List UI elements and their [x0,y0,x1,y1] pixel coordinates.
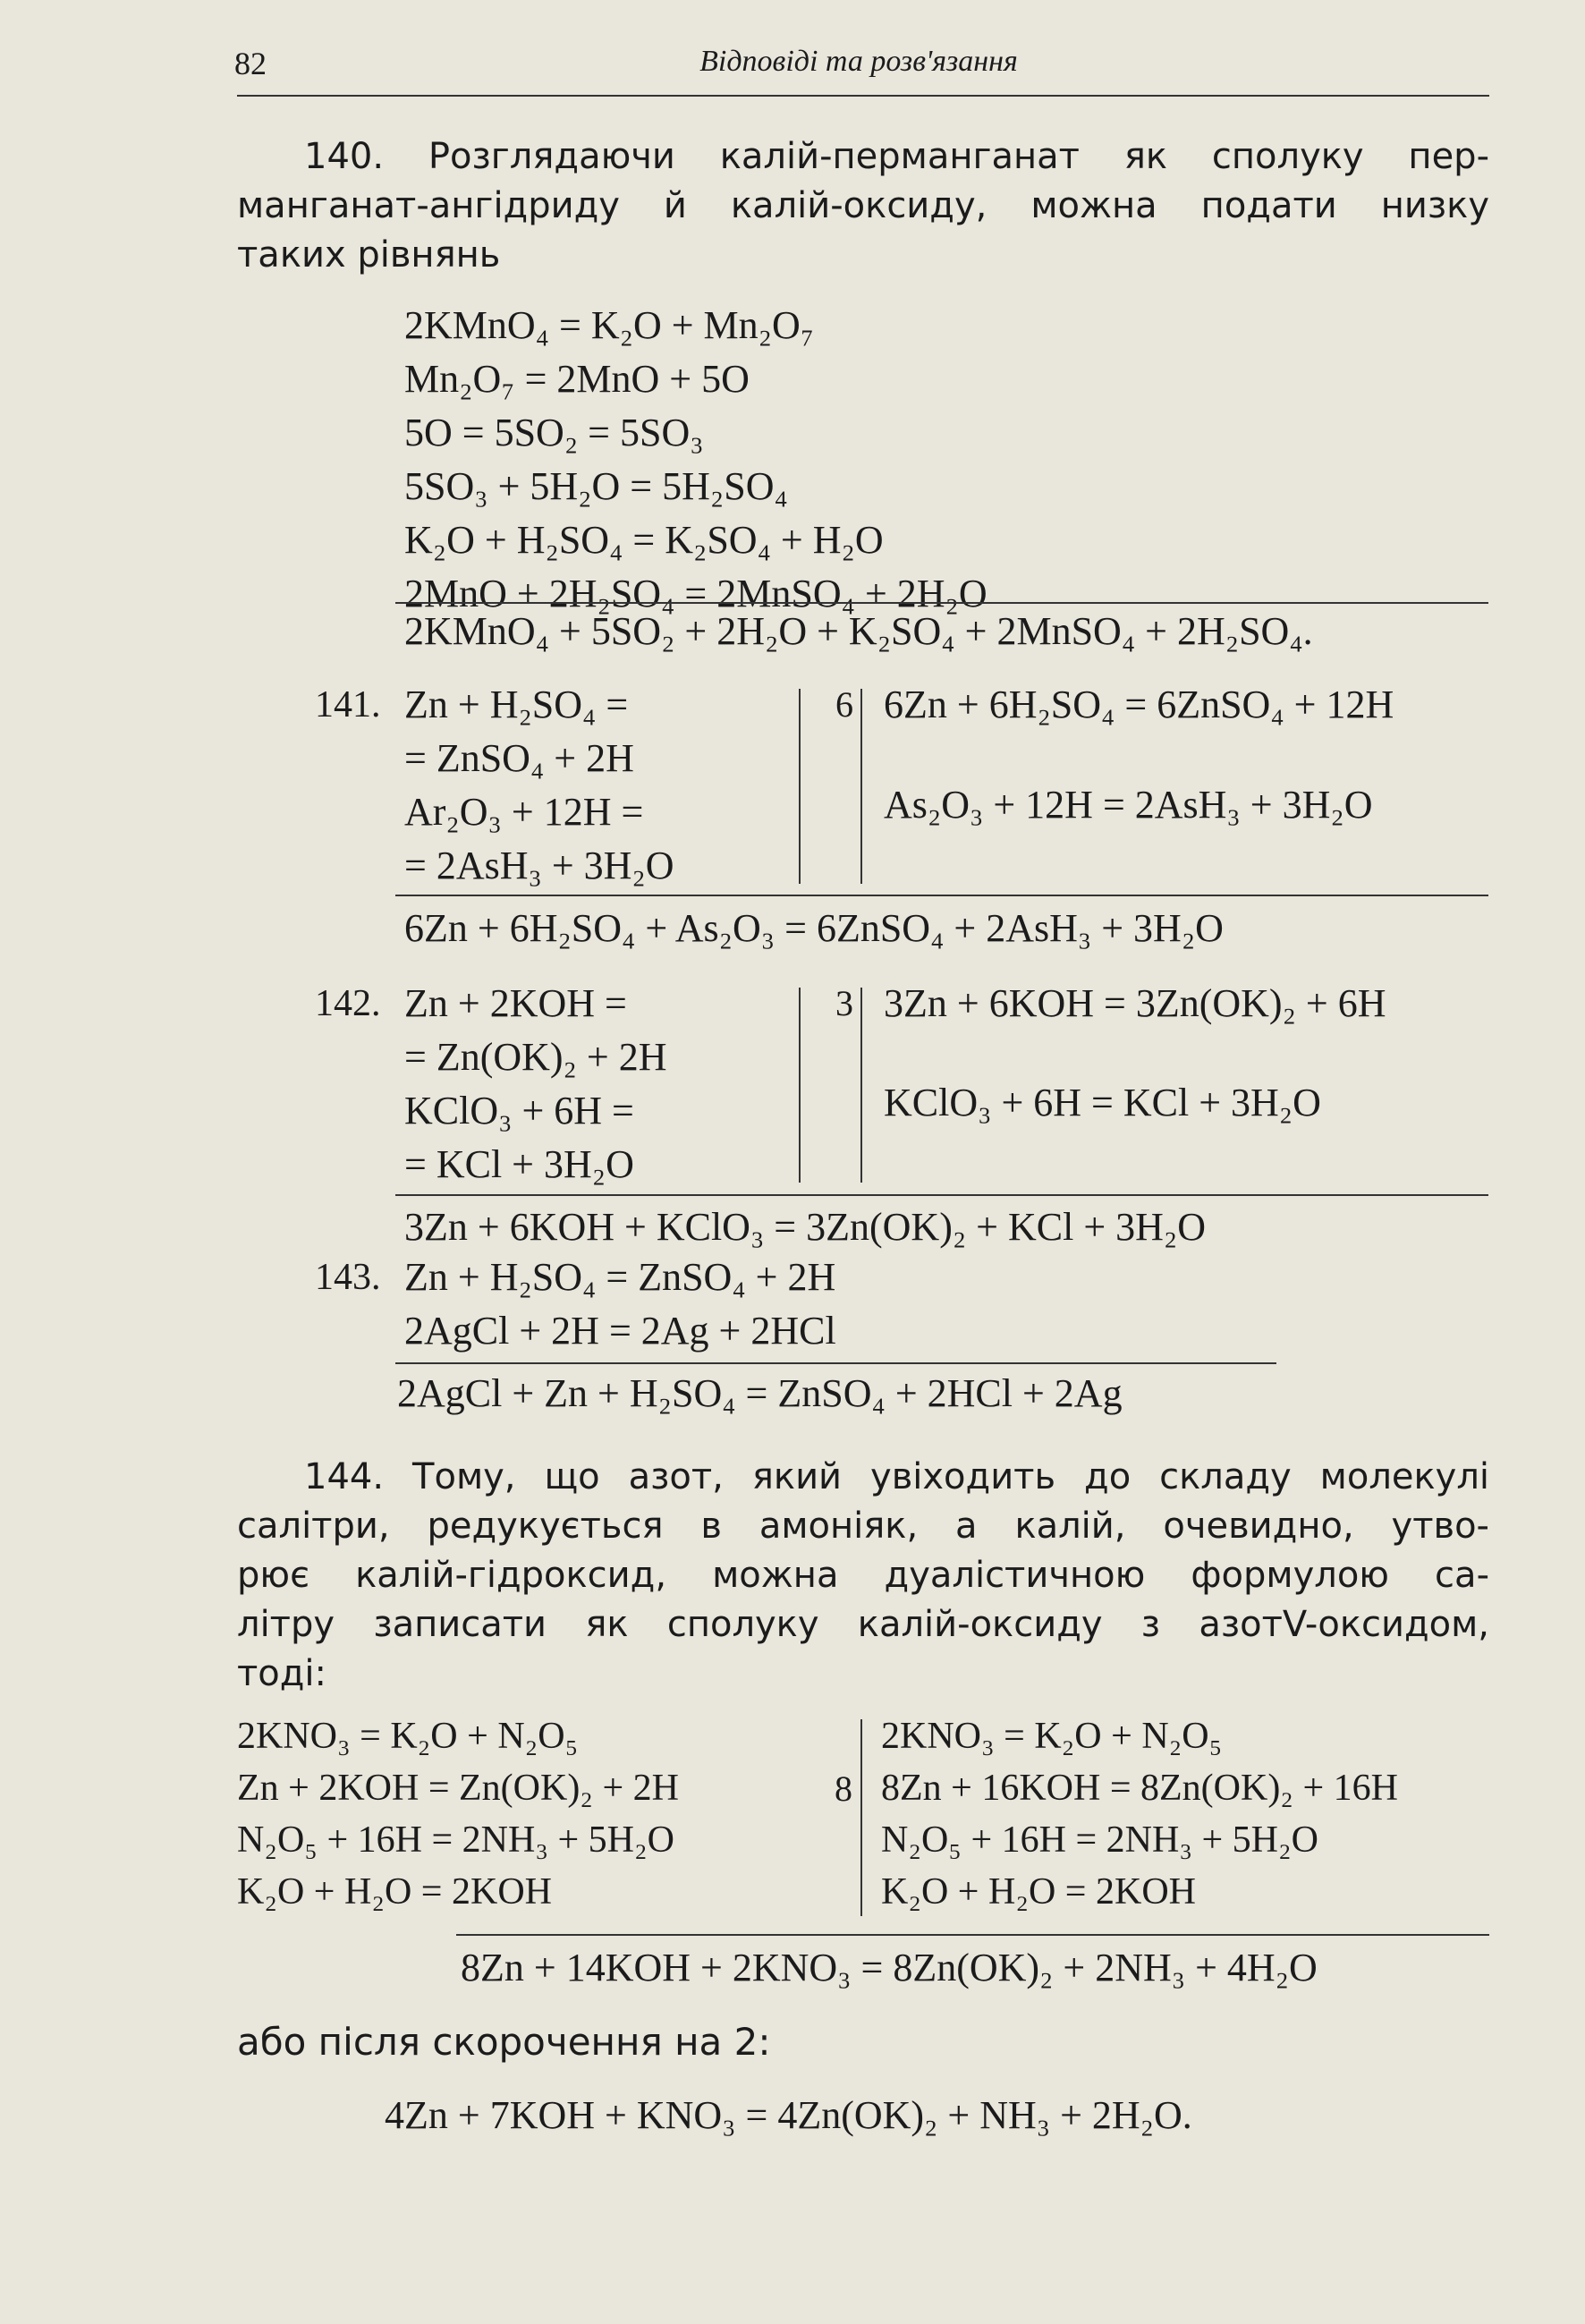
equation: K₂O + H₂O = 2KOH [237,1871,552,1913]
equation: = 2AsH₃ + 3H₂O [404,844,674,887]
equation: 2AgCl + 2H = 2Ag + 2HCl [404,1309,836,1353]
text-line: 144. Тому, що азот, який увіходить до складу молекулі [304,1456,1489,1497]
text-line: салітри, редукується в амоніяк, а калій, очевидно, утво- [237,1506,1489,1547]
multiplier: 6 [835,684,853,725]
sum-rule [395,602,1488,604]
column-divider [860,988,862,1183]
final-equation: 4Zn + 7KOH + KNO₃ = 4Zn(OK)₂ + NH₃ + 2H₂O. [385,2093,1192,2137]
right-equation: 6Zn + 6H₂SO₄ = 6ZnSO₄ + 12H [884,683,1394,726]
equations-140 [404,299,987,621]
equation: Zn + 2KOH = [404,981,627,1025]
right-equation: KClO₃ + 6H = KCl + 3H₂O [884,1081,1321,1124]
equation: Zn + H₂SO₄ = ZnSO₄ + 2H [404,1255,836,1299]
equation: = ZnSO₄ + 2H [404,736,634,780]
equation: = KCl + 3H₂O [404,1142,634,1186]
text-line: манганат-ангідриду й калій-оксиду, можна подати низку [237,185,1489,226]
text-line: 140. Розглядаючи калій-перманганат як сполуку пер- [304,136,1489,177]
right-equations-144 [881,1710,1398,1918]
multiplier: 8 [835,1768,852,1809]
column-divider [799,689,801,884]
sum-equation-141: 6Zn + 6H₂SO₄ + As₂O₃ = 6ZnSO₄ + 2AsH₃ + 3H₂O [404,906,1224,950]
equation: 2KNO₃ = K₂O + N₂O₅ [881,1716,1223,1757]
sum-rule [395,1362,1276,1364]
problem-number: 143. [315,1257,381,1298]
sum-equation-143: 2AgCl + Zn + H₂SO₄ = ZnSO₄ + 2HCl + 2Ag [397,1371,1123,1415]
text-line: рює калій-гідроксид, можна дуалістичною формулою са- [237,1555,1489,1596]
problem-number: 142. [315,983,381,1024]
equation: N₂O₅ + 16H = 2NH₃ + 5H₂O [881,1819,1318,1861]
equation: N₂O₅ + 16H = 2NH₃ + 5H₂O [237,1819,674,1861]
sum-equation-140: 2KMnO₄ + 5SO₂ + 2H₂O + K₂SO₄ + 2MnSO₄ + 2H₂SO₄. [404,609,1313,653]
sum-rule [395,895,1488,896]
equation: KClO₃ + 6H = [404,1089,634,1132]
multiplier: 3 [835,983,853,1023]
paragraph-140 [237,132,1489,280]
equation: 5O = 5SO₂ = 5SO₃ [404,411,704,454]
left-equations-144 [237,1710,679,1918]
equation: Zn + H₂SO₄ = [404,683,629,726]
equation: 8Zn + 16KOH = 8Zn(OK)₂ + 16H [881,1768,1398,1809]
equation: = Zn(OK)₂ + 2H [404,1035,667,1079]
sum-rule [456,1934,1489,1936]
sum-equation-142: 3Zn + 6KOH + KClO₃ = 3Zn(OK)₂ + KCl + 3H₂O [404,1205,1207,1249]
running-title: Відповіді та розв'язання [699,45,1018,78]
problem-number: 141. [315,684,381,725]
after-text: або після скорочення на 2: [237,2020,771,2064]
text-line: таких рівнянь [237,234,501,276]
equation: Zn + 2KOH = Zn(OK)₂ + 2H [237,1768,679,1809]
paragraph-144 [237,1453,1489,1699]
column-divider [799,988,801,1183]
header-rule [237,95,1489,97]
left-equations-142 [404,977,666,1192]
right-equation: As₂O₃ + 12H = 2AsH₃ + 3H₂O [884,783,1373,827]
equation: 5SO₃ + 5H₂O = 5H₂SO₄ [404,464,788,508]
text-line: літру записати як сполуку калій-оксиду з азотV-оксидом, [237,1604,1489,1645]
column-divider [860,689,862,884]
right-equation: 3Zn + 6KOH = 3Zn(OK)₂ + 6H [884,981,1386,1025]
equation: Ar₂O₃ + 12H = [404,790,644,834]
equation: K₂O + H₂SO₄ = K₂SO₄ + H₂O [404,518,884,562]
left-equations-141 [404,678,674,893]
text-line: тоді: [237,1653,327,1694]
page-number: 82 [234,46,267,81]
sum-rule [395,1194,1488,1196]
equation: 2KNO₃ = K₂O + N₂O₅ [237,1716,579,1757]
equation: Mn₂O₇ = 2MnO + 5O [404,357,750,401]
equation: 2KMnO₄ = K₂O + Mn₂O₇ [404,303,815,347]
column-divider [860,1719,862,1916]
equation: K₂O + H₂O = 2KOH [881,1871,1196,1913]
sum-equation-144: 8Zn + 14KOH + 2KNO₃ = 8Zn(OK)₂ + 2NH₃ + 4H₂O [461,1946,1318,1989]
equation: 2MnO + 2H₂SO₄ = 2MnSO₄ + 2H₂O [404,572,987,615]
equations-143 [404,1251,836,1358]
